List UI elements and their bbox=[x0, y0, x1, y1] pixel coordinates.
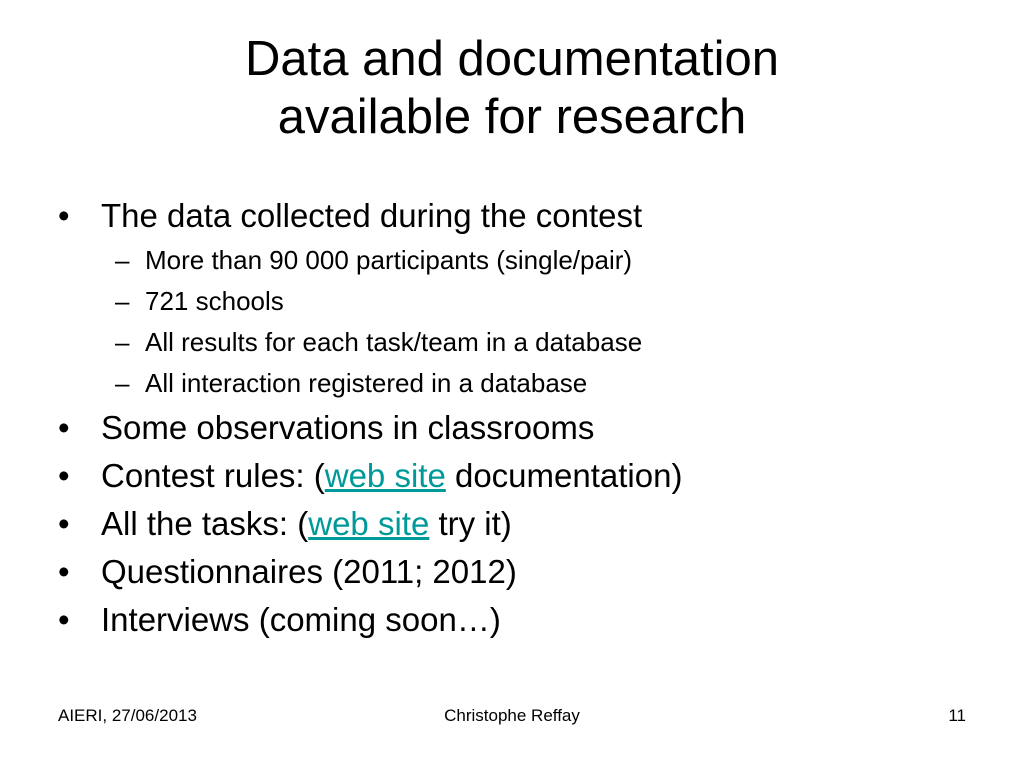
bullet-item-contest-rules bbox=[58, 452, 998, 500]
bullet-item-observations bbox=[58, 404, 998, 452]
slide-title-line-1: Data and documentation bbox=[245, 32, 779, 86]
dash-icon: – bbox=[115, 327, 130, 357]
dash-icon: – bbox=[115, 368, 130, 398]
bullet-text: Some observations in classrooms bbox=[101, 409, 595, 446]
bullet-text-suffix: documentation) bbox=[445, 457, 683, 494]
dash-icon: – bbox=[115, 245, 130, 275]
bullet-icon: • bbox=[58, 409, 70, 446]
bullet-text: Questionnaires (2011; 2012) bbox=[101, 553, 517, 590]
bullet-text: The data collected during the contest bbox=[101, 197, 643, 234]
bullet-text: Interviews (coming soon…) bbox=[101, 601, 501, 638]
contest-rules-web-site-link[interactable]: web site bbox=[324, 457, 446, 494]
bullet-icon: • bbox=[58, 505, 70, 542]
tasks-web-site-link[interactable]: web site bbox=[308, 505, 430, 542]
bullet-item-interviews bbox=[58, 596, 998, 644]
footer-slide-number: 11 bbox=[948, 706, 966, 725]
bullet-icon: • bbox=[58, 197, 70, 234]
sub-bullet-item-results bbox=[58, 322, 998, 363]
bullet-text-prefix: Contest rules: ( bbox=[101, 457, 325, 494]
slide-title bbox=[0, 30, 1024, 146]
sub-bullet-item-interaction bbox=[58, 363, 998, 404]
footer-author: Christophe Reffay bbox=[444, 706, 580, 725]
sub-bullet-text: 721 schools bbox=[145, 286, 284, 316]
sub-bullet-item-participants bbox=[58, 240, 998, 281]
sub-bullet-item-schools bbox=[58, 281, 998, 322]
sub-bullet-text: All interaction registered in a database bbox=[145, 368, 588, 398]
bullet-text-prefix: All the tasks: ( bbox=[101, 505, 309, 542]
bullet-icon: • bbox=[58, 553, 70, 590]
bullet-item-questionnaires bbox=[58, 548, 998, 596]
bullet-text-suffix: try it) bbox=[429, 505, 512, 542]
bullet-item-tasks bbox=[58, 500, 998, 548]
slide-title-line-2: available for research bbox=[277, 90, 747, 144]
footer-event-date: AIERI, 27/06/2013 bbox=[58, 706, 197, 725]
bullet-icon: • bbox=[58, 457, 70, 494]
bullet-item-data-collected bbox=[58, 192, 998, 240]
bullet-list bbox=[58, 192, 998, 644]
bullet-icon: • bbox=[58, 601, 70, 638]
sub-bullet-text: All results for each task/team in a database bbox=[145, 327, 643, 357]
sub-bullet-text: More than 90 000 participants (single/pair) bbox=[145, 245, 633, 275]
dash-icon: – bbox=[115, 286, 130, 316]
